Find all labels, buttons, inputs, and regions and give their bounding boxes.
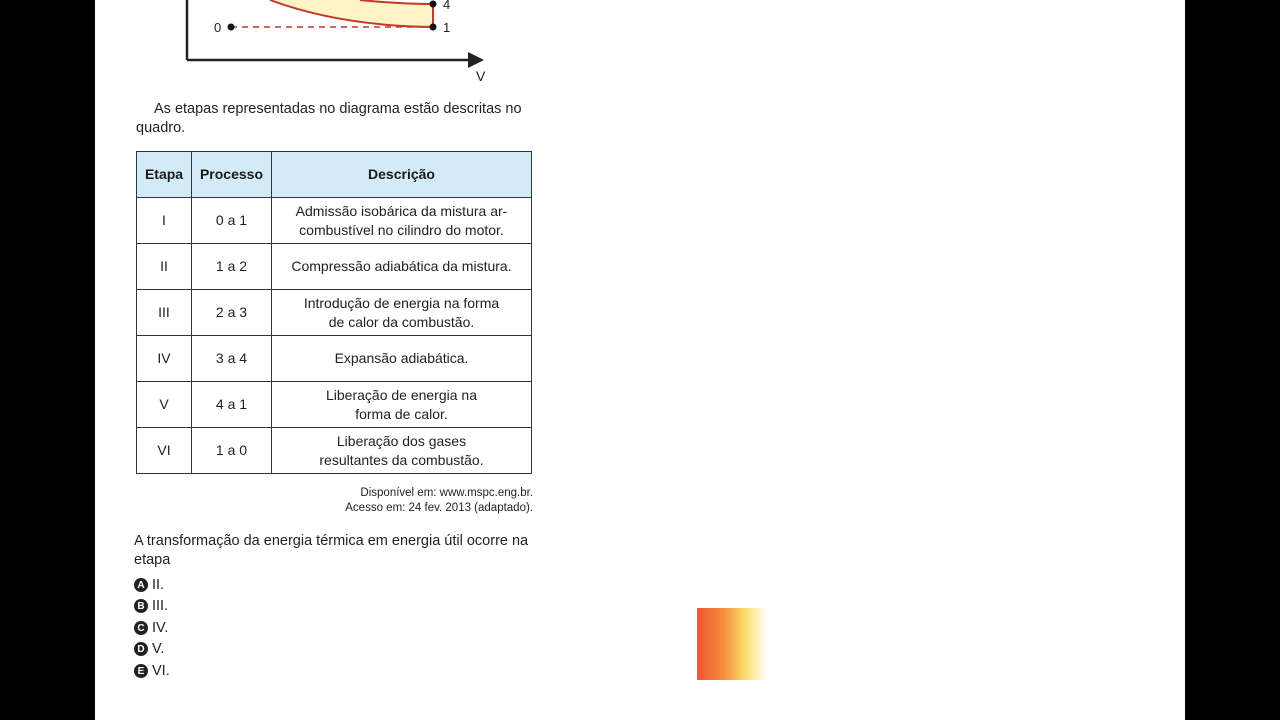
header-etapa: Etapa — [137, 152, 192, 198]
etapa: I — [137, 198, 192, 244]
processo: 1 a 0 — [192, 428, 272, 474]
processo: 4 a 1 — [192, 382, 272, 428]
table-row — [137, 244, 532, 290]
descricao: Liberação dos gases resultantes da combustão. — [272, 428, 532, 474]
processo: 2 a 3 — [192, 290, 272, 336]
point-4 — [430, 1, 437, 8]
stages-table — [136, 151, 532, 474]
descricao: Admissão isobárica da mistura ar-combustível no cilindro do motor. — [272, 198, 532, 244]
label-1: 1 — [443, 20, 451, 35]
table-row — [137, 198, 532, 244]
option-a[interactable] — [134, 577, 164, 593]
option-c[interactable] — [134, 620, 168, 636]
header-descricao: Descrição — [272, 152, 532, 198]
processo: 3 a 4 — [192, 336, 272, 382]
option-letter-badge: D — [134, 642, 148, 656]
processo: 1 a 2 — [192, 244, 272, 290]
table-row — [137, 336, 532, 382]
point-1 — [430, 24, 437, 31]
x-axis-label: V — [476, 68, 486, 84]
label-0: 0 — [214, 20, 222, 35]
table-row — [137, 428, 532, 474]
option-d[interactable] — [134, 641, 164, 657]
option-text: V. — [152, 641, 165, 657]
table-row — [137, 290, 532, 336]
table-header — [137, 152, 532, 198]
x-axis-arrow — [468, 52, 484, 68]
intro-text: As etapas representadas no diagrama estão descritas no quadro. — [136, 101, 522, 136]
option-text: II. — [152, 577, 165, 593]
processo: 0 a 1 — [192, 198, 272, 244]
etapa: IV — [137, 336, 192, 382]
etapa: III — [137, 290, 192, 336]
etapa: II — [137, 244, 192, 290]
option-b[interactable] — [134, 598, 168, 614]
option-text: IV. — [152, 620, 169, 636]
option-text: III. — [152, 598, 169, 614]
option-text: VI. — [152, 663, 170, 679]
option-letter-badge: E — [134, 664, 148, 678]
option-letter-badge: C — [134, 621, 148, 635]
access-date: Acesso em: 24 fev. 2013 (adaptado). — [345, 502, 533, 514]
etapa: V — [137, 382, 192, 428]
descricao: Introdução de energia na forma de calor da combustão. — [272, 290, 532, 336]
label-4: 4 — [443, 0, 451, 12]
point-0 — [228, 24, 235, 31]
option-letter-badge: B — [134, 599, 148, 613]
gradient-overlay — [697, 608, 767, 680]
descricao: Expansão adiabática. — [272, 336, 532, 382]
option-e[interactable] — [134, 663, 170, 679]
source-line: Disponível em: www.mspc.eng.br. — [360, 487, 533, 499]
etapa: VI — [137, 428, 192, 474]
pv-diagram — [0, 0, 1090, 90]
descricao: Liberação de energia na forma de calor. — [272, 382, 532, 428]
descricao: Compressão adiabática da mistura. — [272, 244, 532, 290]
source-citation — [260, 486, 533, 516]
table-row — [137, 382, 532, 428]
option-letter-badge: A — [134, 578, 148, 592]
header-processo: Processo — [192, 152, 272, 198]
question-text: A transformação da energia térmica em energia útil ocorre na etapa — [134, 533, 529, 568]
